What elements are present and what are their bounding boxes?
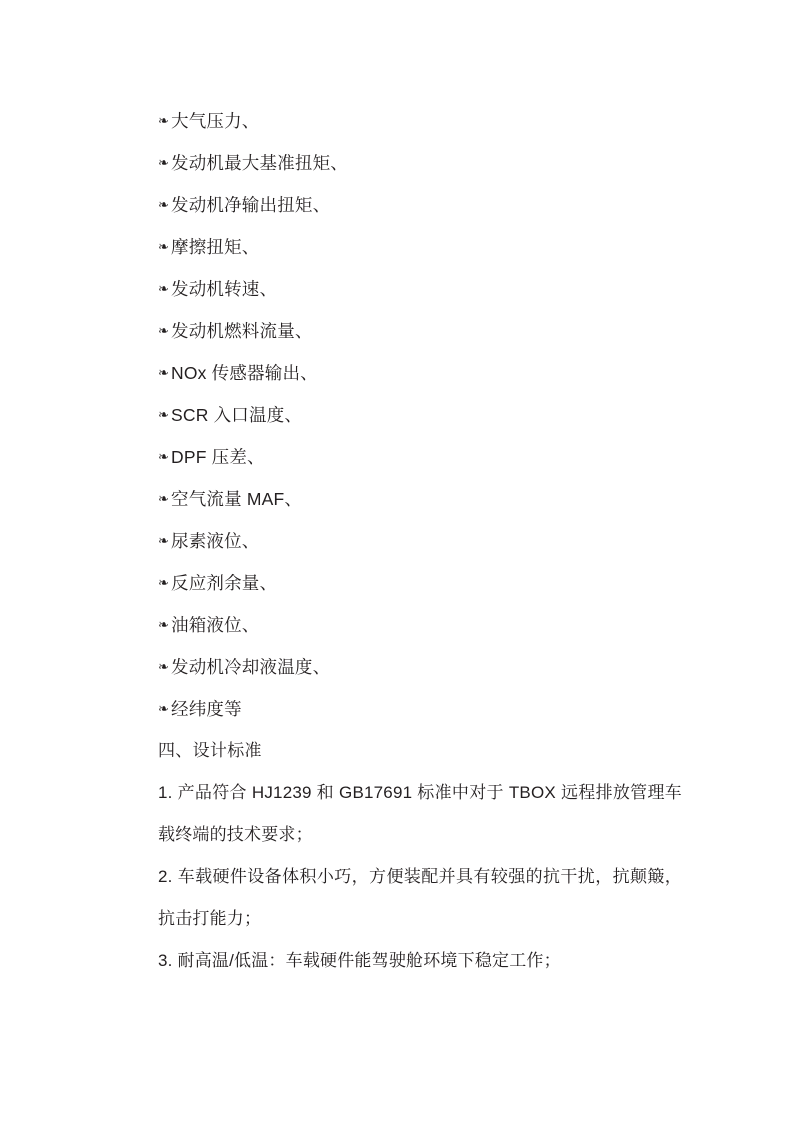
list-item — [158, 562, 680, 604]
flower-bullet-icon: ❧ — [158, 491, 170, 506]
list-item — [158, 646, 680, 688]
flower-bullet-icon: ❧ — [158, 239, 170, 254]
list-item — [158, 688, 680, 730]
list-item — [158, 100, 680, 142]
flower-bullet-icon: ❧ — [158, 365, 170, 380]
list-item — [158, 268, 680, 310]
list-item-label: 尿素液位、 — [171, 531, 260, 551]
flower-bullet-icon: ❧ — [158, 407, 170, 422]
list-item — [158, 142, 680, 184]
list-item-label: 发动机燃料流量、 — [171, 321, 313, 341]
list-item-label: 空气流量 MAF、 — [171, 489, 303, 509]
paragraph-2: 2. 车载硬件设备体积小巧，方便装配并具有较强的抗干扰，抗颠簸，抗击打能力； — [158, 867, 682, 928]
list-item-label: 发动机净输出扭矩、 — [171, 195, 331, 215]
paragraph-3: 3. 耐高温/低温：车载硬件能驾驶舱环境下稳定工作； — [158, 951, 561, 970]
list-item-label: 发动机转速、 — [171, 279, 278, 299]
list-item — [158, 436, 680, 478]
flower-bullet-icon: ❧ — [158, 449, 170, 464]
list-item — [158, 394, 680, 436]
flower-bullet-icon: ❧ — [158, 155, 170, 170]
list-item-label: SCR 入口温度、 — [171, 405, 303, 425]
paragraph-1: 1. 产品符合 HJ1239 和 GB17691 标准中对于 TBOX 远程排放管理车载终端的技术要求； — [158, 783, 682, 844]
flower-bullet-icon: ❧ — [158, 533, 170, 548]
list-item-label: NOx 传感器输出、 — [171, 363, 318, 383]
flower-bullet-icon: ❧ — [158, 617, 170, 632]
list-item — [158, 184, 680, 226]
list-item — [158, 520, 680, 562]
flower-bullet-icon: ❧ — [158, 281, 170, 296]
list-item-label: 大气压力、 — [171, 111, 260, 131]
list-item-label: 发动机冷却液温度、 — [171, 657, 331, 677]
list-item — [158, 478, 680, 520]
flower-bullet-icon: ❧ — [158, 575, 170, 590]
list-item — [158, 352, 680, 394]
flower-bullet-icon: ❧ — [158, 659, 170, 674]
list-item-label: 摩擦扭矩、 — [171, 237, 260, 257]
list-item — [158, 310, 680, 352]
list-item-label: 油箱液位、 — [171, 615, 260, 635]
flower-bullet-icon: ❧ — [158, 323, 170, 338]
flower-bullet-icon: ❧ — [158, 197, 170, 212]
section-heading: 四、设计标准 — [158, 741, 262, 760]
list-item-label: DPF 压差、 — [171, 447, 265, 467]
list-item-label: 反应剂余量、 — [171, 573, 278, 593]
flower-bullet-icon: ❧ — [158, 113, 170, 128]
list-item — [158, 226, 680, 268]
list-item-label: 发动机最大基准扭矩、 — [171, 153, 348, 173]
list-item-label: 经纬度等 — [171, 699, 242, 719]
flower-bullet-icon: ❧ — [158, 701, 170, 716]
specification-bullet-list — [158, 100, 680, 730]
list-item — [158, 604, 680, 646]
